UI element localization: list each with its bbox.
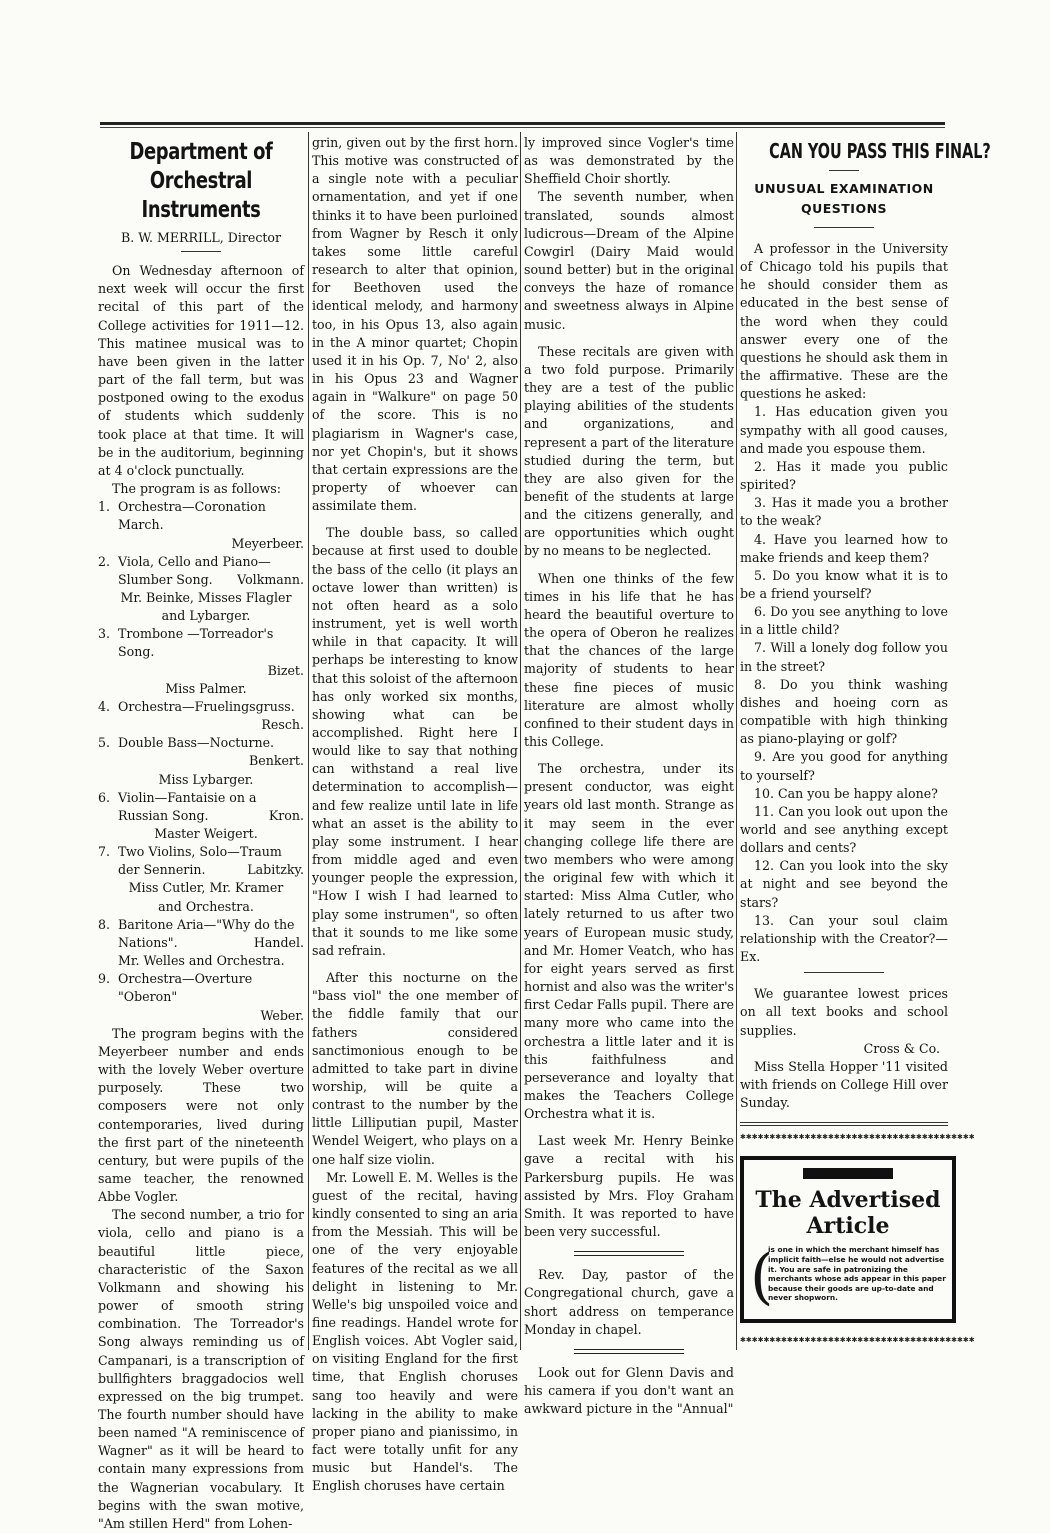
question: 2. Has it made you public spirited? xyxy=(740,458,948,493)
question: 4. Have you learned how to make friends and keep them? xyxy=(740,531,948,565)
department-heading: Department of Orchestral Instruments xyxy=(129,139,273,223)
program-item: 6. Violin—Fantaisie on a Russian Song. Kron. Master Weigert. xyxy=(98,789,304,841)
final-heading: CAN YOU PASS THIS FINAL? xyxy=(769,139,991,163)
program-list xyxy=(98,498,304,1025)
question: 11. Can you look out upon the world and see anything except dollars and cents? xyxy=(740,803,948,856)
decorative-border: ✱✱✱✱✱✱✱✱✱✱✱✱✱✱✱✱✱✱✱✱✱✱✱✱✱✱✱✱✱✱✱✱✱✱✱✱✱✱✱✱ xyxy=(740,1133,975,1142)
divider xyxy=(804,972,884,973)
paragraph: Rev. Day, pastor of the Congregational church, gave a short address on temperance Monday in chapel. xyxy=(524,1267,734,1337)
question: 6. Do you see anything to love in a little child? xyxy=(740,604,948,638)
box-title: The Advertised Article xyxy=(755,1187,941,1240)
question: 5. Do you know what it is to be a friend yourself? xyxy=(740,567,948,601)
double-divider xyxy=(574,1251,684,1256)
question: 7. Will a lonely dog follow you in the street? xyxy=(740,640,948,674)
question: 12. Can you look into the sky at night and see beyond the stars? xyxy=(740,858,948,910)
divider xyxy=(740,1122,948,1123)
program-item: 8. Baritone Aria—"Why do the Nations". Handel. Mr. Welles and Orchestra. xyxy=(98,916,304,969)
column-2 xyxy=(312,134,518,1496)
column-4 xyxy=(740,134,991,1345)
program-item: 5. Double Bass—Nocturne. Benkert. Miss Lybarger. xyxy=(98,735,304,787)
paragraph: Miss Stella Hopper '11 visited with friends on College Hill over Sunday. xyxy=(740,1058,948,1111)
double-divider xyxy=(574,1349,684,1354)
paragraph: The seventh number, when translated, sounds almost ludicrous—Dream of the Alpine Cowgirl (Dairy Maid would sound better) but in the original conveys the haze of romance and sweetness always in Alpine music. xyxy=(524,189,734,332)
paragraph: A professor in the University of Chicago told his pupils that he should consider them as educated in the best sense of the word when they could answer every one of the questions he should ask them in the affirmative. These are the questions he asked: xyxy=(740,241,948,402)
director-byline: B. W. MERRILL, Director xyxy=(120,230,282,245)
divider xyxy=(814,227,874,228)
top-rule-thin xyxy=(100,127,945,128)
program-item: 4. Orchestra—Fruelingsgruss. Resch. xyxy=(98,698,304,733)
paragraph: The program begins with the Meyerbeer number and ends with the lovely Weber overture purposely. These two composers were not only contemporaries, lived during the first part of the nineteenth century, but were pupils of the same teacher, the renowned Abbe Vogler. xyxy=(98,1025,304,1205)
question: 13. Can your soul claim relationship with the Creator?—Ex. xyxy=(740,912,948,965)
question: 8. Do you think washing dishes and hoeing corn as compatible with high thinking as piano-playing or golf? xyxy=(740,676,948,747)
column-divider xyxy=(736,132,737,1350)
paragraph: ly improved since Vogler's time as was demonstrated by the Sheffield Choir shortly. xyxy=(524,135,734,187)
paragraph: grin, given out by the first horn. This motive was constructed of a single note with a peculiar ornamentation, and yet if one thinks it to have been purloined from Wagner by Resch it only takes some little careful research to alter that opinion, for Beethoven used the identical melody, and harmony too, in his Opus 13, also again in the A minor quartet; Chopin used it in his Op. 7, No' 2, also in his Opus 23 and Wagner again in "Walkure" on page 50 of the score. This is no plagiarism in Wagner's case, nor yet Chopin's, but it shows that certain expressions are the property of whoever can assimilate them. xyxy=(312,135,518,514)
signature: Cross & Co. xyxy=(863,1040,940,1056)
paragraph: Mr. Lowell E. M. Welles is the guest of the recital, having kindly consented to sing an aria from the Messiah. This will be one of the very enjoyable features of the recital as we all delight in listening to Mr. Welle's big unspoiled voice and fine readings. Handel wrote for English voices. Abt Vogler said, on visiting England for the first time, that English choruses sang too heavily and were lacking in the ability to make proper piano and pianissimo, in fact were totally unfit for any music but Handel's. The English choruses have certain xyxy=(312,1169,518,1494)
program-item: 1. Orchestra—Coronation March. Meyerbeer. xyxy=(98,499,304,551)
paragraph: Look out for Glenn Davis and his camera if you don't want an awkward picture in the "Annual" xyxy=(524,1364,734,1417)
paragraph: After this nocturne on the "bass viol" the one member of the fiddle family that our fathers considered sanctimonious enough to be admitted to take part in divine worship, will be quite a contrast to the number by the little Lilliputian pupil, Master Wendel Weigert, who plays on a one half size violin. xyxy=(312,970,518,1167)
advertised-article-box xyxy=(740,1156,956,1323)
divider xyxy=(740,1125,948,1126)
column-3 xyxy=(524,134,734,1418)
program-item: 2. Viola, Cello and Piano—Slumber Song. Volkmann. Mr. Beinke, Misses Flagler and Lybarger. xyxy=(98,553,304,624)
question: 1. Has education given you sympathy with all good causes, and made you espouse them. xyxy=(740,404,948,456)
question: 3. Has it made you a brother to the weak? xyxy=(740,495,948,529)
column-divider xyxy=(520,132,521,1350)
paragraph: Last week Mr. Henry Beinke gave a recital with his Parkersburg pupils. He was assisted by Mrs. Floy Graham Smith. It was reported to have been very successful. xyxy=(524,1133,734,1240)
paragraph: When one thinks of the few times in his life that he has heard the beautiful overture to the opera of Oberon he realizes that the chances of the large majority of students to hear these fine pieces of music literature are almost wholly confined to their student days in this College. xyxy=(524,570,734,749)
box-text: is one in which the merchant himself has implicit faith—else he would not advertise it. You are safe in patronizing the merchants whose ads appear in this paper because their goods are up-to-date and never shopworn. xyxy=(768,1245,946,1303)
paragraph: The program is as follows: xyxy=(112,481,282,497)
paragraph: We guarantee lowest prices on all text books and school supplies. xyxy=(740,986,948,1038)
paragraph: The double bass, so called because at first used to double the bass of the cello (it plays an octave lower than written) is not often heard as a solo instrument, yet is well worth while in that capacity. It will perhaps be interesting to know that this soloist of the afternoon has only worked six months, showing what can be accomplished. Right here I would like to say that nothing can withstand a real live determination to accomplish—and few realize until late in life what an asset is the ability to play some instrument. I hear from middle aged and even younger people the expression, "How I wish I had learned to play some instrumen", so often that it sounds to me like some sad refrain. xyxy=(312,525,518,958)
column-divider xyxy=(308,132,309,1350)
bracket-ornament: ( xyxy=(750,1242,774,1313)
top-rule xyxy=(100,122,945,125)
paragraph: These recitals are given with a two fold purpose. Primarily they are a test of the public playing abilities of the students and organizations, and represent a part of the literature studied during the term, but they are also given for the benefit of the students at large and the citizens generally, and are opportunities which ought by no means to be neglected. xyxy=(524,343,734,559)
paragraph: The second number, a trio for viola, cello and piano is a beautiful little piece, characteristic of the Saxon Volkmann and showing his power of smooth string combination. The Torreador's Song always reminding us of Campanari, is a transcription of bullfighters braggadocios well expressed on the big trumpet. The fourth number should have been named "A reminiscence of Wagner" as it will be heard to contain many expressions from the Wagnerian vocabulary. It begins with the swan motive, "Am stillen Herd" from Lohen- xyxy=(98,1207,304,1531)
question: 9. Are you good for anything to yourself? xyxy=(740,749,948,783)
decorative-bar xyxy=(803,1168,893,1179)
paragraph: On Wednesday afternoon of next week will occur the first recital of this part of the College activities for 1911—12. This matinee musical was to have been given in the latter part of the fall term, but was postponed owing to the exodus of students which suddenly took place at that time. It will be in the auditorium, beginning at 4 o'clock punctually. xyxy=(98,263,304,478)
subheading: QUESTIONS xyxy=(800,201,888,216)
paragraph: The orchestra, under its present conductor, was eight years old last month. Strange as it may seem in the ever changing college life there are two members who were among the original few with which it started: Miss Alma Cutler, who lately returned to us after two years of European music study, and Mr. Homer Veatch, who has for eight years served as first hornist and also was the writer's first Cedar Falls pupil. There are many more who came into the orchestra a little later and it is this faithfulness and perseverance and loyalty that makes the Teachers College Orchestra what it is. xyxy=(524,761,734,1122)
column-1 xyxy=(98,134,304,1533)
divider xyxy=(181,251,221,252)
subheading: UNUSUAL EXAMINATION xyxy=(754,181,934,196)
program-item: 7. Two Violins, Solo—Traum der Sennerin. Labitzky. Miss Cutler, Mr. Kramer and Orchestra. xyxy=(98,844,304,914)
divider xyxy=(829,170,859,171)
program-item: 3. Trombone —Torreador's Song. Bizet. Miss Palmer. xyxy=(98,626,304,696)
question: 10. Can you be happy alone? xyxy=(754,785,938,801)
decorative-border: ✱✱✱✱✱✱✱✱✱✱✱✱✱✱✱✱✱✱✱✱✱✱✱✱✱✱✱✱✱✱✱✱✱✱✱✱✱✱✱✱ xyxy=(740,1336,975,1345)
program-item: 9. Orchestra—Overture "Oberon" Weber. xyxy=(98,971,304,1023)
